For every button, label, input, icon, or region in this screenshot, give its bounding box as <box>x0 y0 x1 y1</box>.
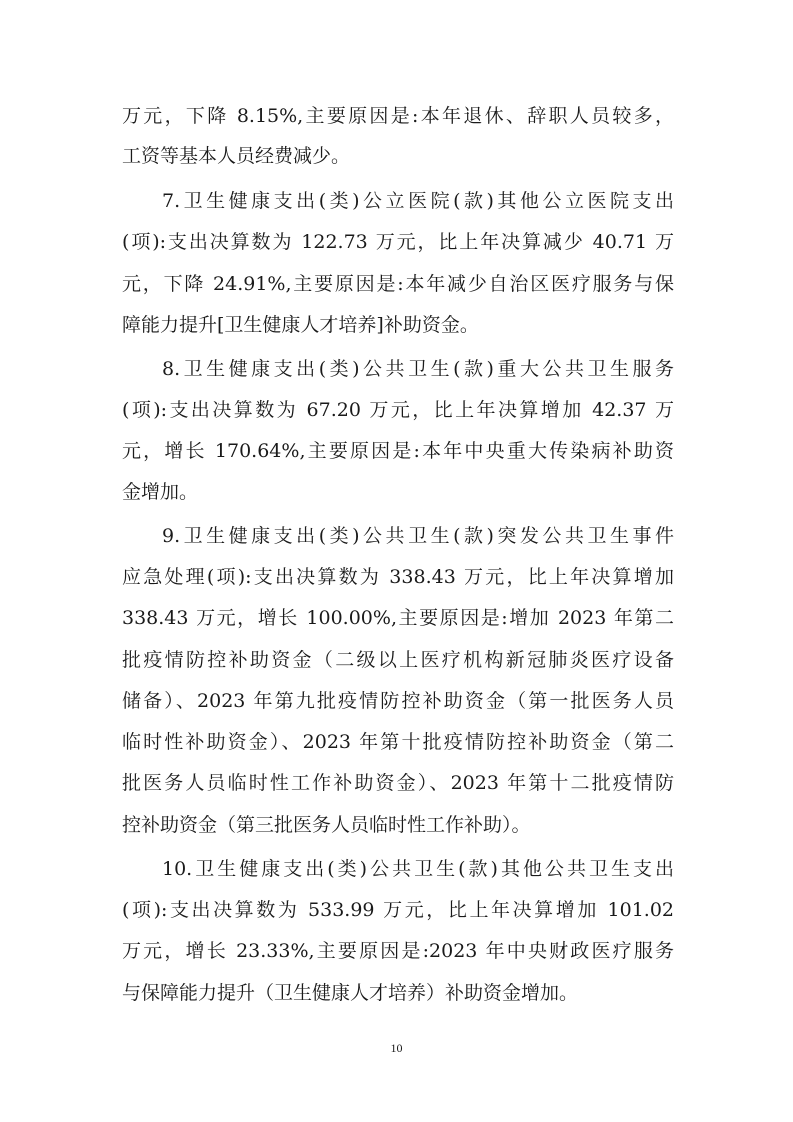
paragraph-line: 批疫情防控补助资金（二级以上医疗机构新冠肺炎医疗设备 <box>122 649 674 671</box>
paragraph-line: (项):支出决算数为 67.20 万元，比上年决算增加 42.37 万 <box>122 399 674 421</box>
paragraph-line: 8.卫生健康支出(类)公共卫生(款)重大公共卫生服务 <box>162 358 674 380</box>
paragraph-line: 万元，增长 23.33%,主要原因是:2023 年中央财政医疗服务 <box>122 940 674 962</box>
paragraph-line: 元，增长 170.64%,主要原因是:本年中央重大传染病补助资 <box>122 440 674 462</box>
paragraph-line: 9.卫生健康支出(类)公共卫生(款)突发公共卫生事件 <box>162 525 674 547</box>
paragraph-line: 与保障能力提升（卫生健康人才培养）补助资金增加。 <box>122 982 579 1004</box>
page-number: 10 <box>390 1041 403 1055</box>
paragraph-line: (项):支出决算数为 533.99 万元，比上年决算增加 101.02 <box>122 899 674 921</box>
paragraph-line: 批医务人员临时性工作补助资金）、2023 年第十二批疫情防 <box>122 772 674 794</box>
paragraph-line: 7.卫生健康支出(类)公立医院(款)其他公立医院支出 <box>162 190 674 212</box>
paragraph-line: 元，下降 24.91%,主要原因是:本年减少自治区医疗服务与保 <box>122 273 674 295</box>
paragraph-line: 万元，下降 8.15%,主要原因是:本年退休、辞职人员较多， <box>122 105 674 127</box>
paragraph-line: 10.卫生健康支出(类)公共卫生(款)其他公共卫生支出 <box>162 858 674 880</box>
paragraph-line: 338.43 万元，增长 100.00%,主要原因是:增加 2023 年第二 <box>122 607 674 629</box>
paragraph-line: 金增加。 <box>122 481 199 503</box>
paragraph-line: 工资等基本人员经费减少。 <box>122 145 351 167</box>
paragraph-line: 储备）、2023 年第九批疫情防控补助资金（第一批医务人员 <box>122 690 674 712</box>
paragraph-line: (项):支出决算数为 122.73 万元，比上年决算减少 40.71 万 <box>122 231 674 253</box>
paragraph-line: 障能力提升[卫生健康人才培养]补助资金。 <box>122 314 479 336</box>
paragraph-line: 控补助资金（第三批医务人员临时性工作补助）。 <box>122 814 531 836</box>
paragraph-line: 应急处理(项):支出决算数为 338.43 万元，比上年决算增加 <box>122 566 674 588</box>
paragraph-line: 临时性补助资金）、2023 年第十批疫情防控补助资金（第二 <box>122 731 674 753</box>
